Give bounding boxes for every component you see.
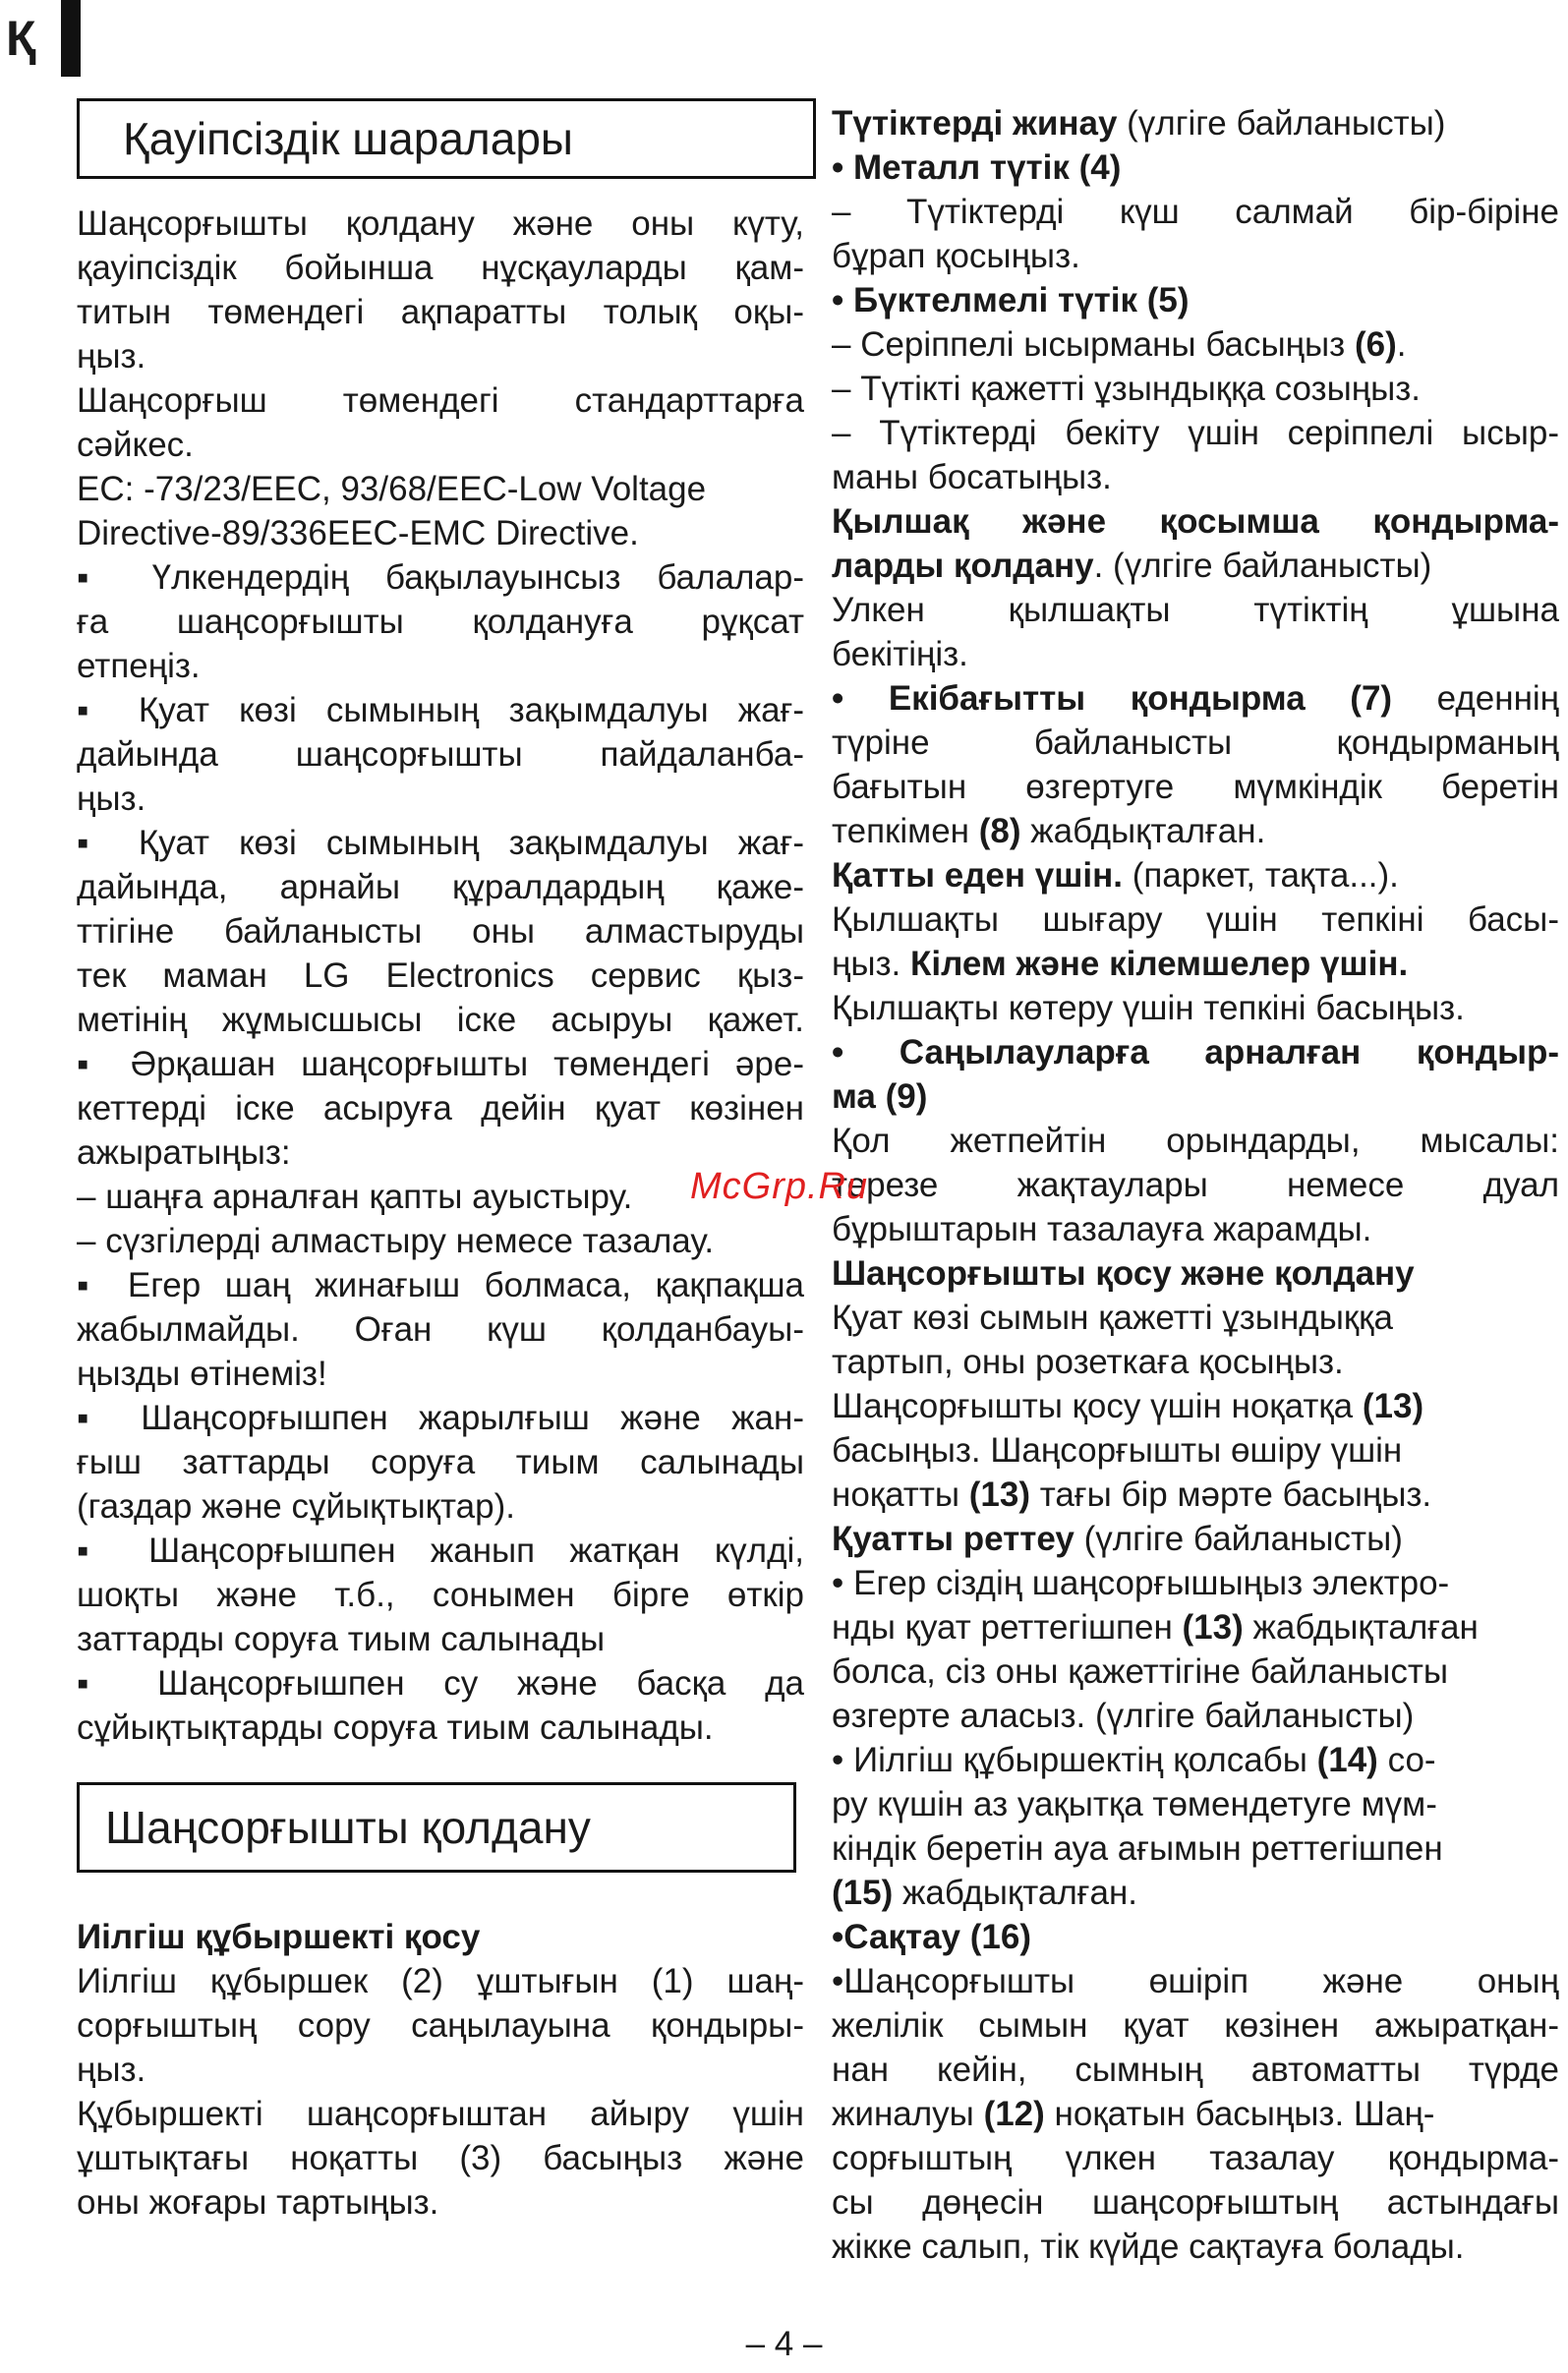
brush-heading-note: . (үлгіге байланысты) <box>1093 547 1432 585</box>
text-line: түріне байланысты қондырманың <box>832 723 1559 762</box>
item-ref: (6) <box>1354 325 1397 364</box>
text-span: . <box>1396 325 1407 364</box>
text-line: сы дөңесін шаңсорғыштың астындағы <box>832 2183 1559 2222</box>
text-line: бағытын өзгертуге мүмкіндік беретін <box>832 768 1559 806</box>
text-line: ▪ Шаңсорғышпен су және басқа да <box>77 1664 804 1703</box>
folding-tube-heading: • Бүктелмелі түтік (5) <box>832 281 1190 319</box>
text-line: дайында шаңсорғышты пайдаланба- <box>77 735 804 774</box>
text-line: тартып, оны розеткаға қосыңыз. <box>832 1343 1344 1381</box>
text-line: Қуат көзі сымын қажетті ұзындыққа <box>832 1299 1393 1337</box>
text-line: бекітіңіз. <box>832 635 968 673</box>
text-line: өзгерте аласыз. (үлгіге байланысты) <box>832 1697 1415 1735</box>
text-line: шоқты және т.б., сонымен бірге өткір <box>77 1576 804 1614</box>
hard-floor-heading: Қатты еден үшін. <box>832 856 1123 895</box>
text-line: болса, сіз оны қажеттігіне байланысты <box>832 1652 1449 1691</box>
text-line: сорғыштың сору саңылауына қондыры- <box>77 2006 804 2045</box>
text-span: жабдықталған. <box>1020 812 1266 850</box>
text-line: ▪ Шаңсорғышпен жанып жатқан күлді, <box>77 1532 804 1570</box>
text-line: EC: -73/23/EEC, 93/68/EEC-Low Voltage <box>77 470 707 508</box>
text-line: метінің жұмысшысы іске асыруы қажет. <box>77 1001 804 1039</box>
text-line: Directive-89/336EEC-EMC Directive. <box>77 514 639 552</box>
text-line: Қол жетпейтін орындарды, мысалы: <box>832 1122 1559 1160</box>
item-ref: (12) <box>983 2095 1045 2133</box>
text-span: жабдықталған. <box>893 1874 1138 1912</box>
text-span: ноқатын басыңыз. Шаң- <box>1044 2095 1435 2133</box>
text-line: дайында, арнайы құралдардың қаже- <box>77 868 804 906</box>
text-line: – сүзгілерді алмастыру немесе тазалау. <box>77 1222 715 1260</box>
text-line: жікке салып, тік күйде сақтауға болады. <box>832 2228 1465 2266</box>
tubes-heading-line <box>832 101 1559 145</box>
text-line: ▪ Егер шаң жинағыш болмаса, қақпақша <box>77 1266 804 1304</box>
text-line: – Түтіктерді күш салмай бір-біріне <box>832 193 1559 231</box>
text-line <box>832 1738 1559 1782</box>
text-line: желілік сымын қуат көзінен ажыратқан- <box>832 2006 1559 2045</box>
text-line: заттарды соруға тиым салынады <box>77 1620 606 1658</box>
text-line: сорғыштың үлкен тазалау қондырма- <box>832 2139 1559 2177</box>
text-line: •Шаңсорғышты өшіріп және оның <box>832 1962 1559 2000</box>
text-span: нды қуат реттегішпен <box>832 1608 1183 1647</box>
text-line: ғыш заттарды соруға тиым салынады <box>77 1443 804 1481</box>
safety-section-title: Қауіпсіздік шаралары <box>123 113 573 164</box>
text-line: жабылмайды. Оған күш қолданбауы- <box>77 1310 804 1349</box>
text-line: ңызды өтінеміз! <box>77 1355 327 1393</box>
text-line: тек маман LG Electronics сервис қыз- <box>77 956 804 995</box>
text-line: – шаңға арналған қапты ауыстыру. <box>77 1178 633 1216</box>
text-line: оны жоғары тартыңыз. <box>77 2183 439 2222</box>
text-span: жабдықталған <box>1243 1608 1479 1647</box>
text-line <box>832 676 1559 721</box>
text-line: Шаңсорғышты қолдану және оны күту, <box>77 204 804 243</box>
text-line: ▪ Әрқашан шаңсорғышты төмендегі әре- <box>77 1045 804 1083</box>
text-line: нан кейін, сымның автоматты түрде <box>832 2051 1559 2089</box>
text-line: бұрап қосыңыз. <box>832 237 1080 275</box>
brush-heading-line <box>832 544 1559 588</box>
text-line: ▪ Қуат көзі сымының зақымдалуы жағ- <box>77 824 804 862</box>
crevice-heading-end: ма (9) <box>832 1077 928 1116</box>
text-line: ▪ Қуат көзі сымының зақымдалуы жағ- <box>77 691 804 729</box>
text-line: қауіпсіздік бойынша нұсқауларды қам- <box>77 249 804 287</box>
item-ref: (13) <box>1182 1608 1244 1647</box>
item-ref: (13) <box>968 1476 1030 1514</box>
usage-section-title: Шаңсорғышты қолдану <box>105 1802 591 1853</box>
text-line <box>832 853 1559 897</box>
item-ref: (15) <box>832 1874 894 1912</box>
text-line <box>832 2092 1559 2136</box>
text-line: ұштықтағы ноқатты (3) басыңыз және <box>77 2139 804 2177</box>
text-line: ▪ Үлкендердің бақылауынсыз балалар- <box>77 558 804 597</box>
text-span: – Серіппелі ысырманы басыңыз <box>832 325 1355 364</box>
text-line: сұйықтықтарды соруға тиым салынады. <box>77 1708 714 1747</box>
text-span: тепкімен <box>832 812 979 850</box>
tubes-heading-note: (үлгіге байланысты) <box>1117 104 1446 143</box>
text-line: Қылшақты көтеру үшін тепкіні басыңыз. <box>832 989 1465 1027</box>
text-line: ажыратыңыз: <box>77 1133 291 1172</box>
dual-nozzle-heading: • Екібағытты қондырма (7) <box>832 679 1393 718</box>
power-heading-note: (үлгіге байланысты) <box>1074 1520 1403 1558</box>
text-line: (газдар және сұйықтықтар). <box>77 1487 515 1526</box>
text-line: маны босатыңыз. <box>832 458 1112 496</box>
watermark: McGrp.Ru <box>690 1166 869 1207</box>
usage-section-title-box <box>77 1782 796 1873</box>
text-line: ңыз. <box>77 780 146 818</box>
text-line: кіндік беретін ауа ағымын реттегішпен <box>832 1829 1443 1868</box>
text-line: Иілгіш құбыршек (2) ұштығын (1) шаң- <box>77 1962 804 2000</box>
tubes-heading: Түтіктерді жинау <box>832 104 1118 143</box>
text-line <box>832 809 1559 853</box>
text-span: еденнің <box>1392 679 1559 718</box>
text-line: Шаңсорғыш төмендегі стандарттарға <box>77 381 804 420</box>
language-marker: Қ <box>6 11 36 66</box>
text-line: етпеңіз. <box>77 647 201 685</box>
text-span: ңыз. <box>832 945 910 983</box>
text-line <box>832 1871 1559 1915</box>
item-ref: (8) <box>978 812 1021 850</box>
connect-heading: Шаңсорғышты қосу және қолдану <box>832 1254 1415 1293</box>
text-line: басыңыз. Шаңсорғышты өшіру үшін <box>832 1431 1403 1470</box>
text-line: ға шаңсорғышты қолдануға рұқсат <box>77 603 804 641</box>
crevice-heading: • Саңылауларға арналған қондыр- <box>832 1033 1559 1071</box>
text-span: (паркет, тақта...). <box>1122 856 1399 895</box>
text-line: ңыз. <box>77 2051 146 2089</box>
text-line: кеттерді іске асыруға дейін қуат көзінен <box>77 1089 804 1128</box>
text-span: Шаңсорғышты қосу үшін ноқатқа <box>832 1387 1363 1425</box>
text-line <box>832 1384 1559 1428</box>
item-ref: (13) <box>1362 1387 1424 1425</box>
text-span: • Иілгіш құбыршектің қолсабы <box>832 1741 1317 1779</box>
text-span: тағы бір мәрте басыңыз. <box>1030 1476 1432 1514</box>
text-line <box>832 942 1559 986</box>
item-ref: (14) <box>1316 1741 1378 1779</box>
text-line <box>832 1605 1559 1650</box>
text-line <box>832 1473 1559 1517</box>
text-span: жиналуы <box>832 2095 984 2133</box>
text-line <box>832 322 1559 367</box>
text-line: ру күшін аз уақытқа төмендетуге мүм- <box>832 1785 1437 1823</box>
text-line: Қылшақты шығару үшін тепкіні басы- <box>832 900 1559 939</box>
text-line: ттігіне байланысты оны алмастыруды <box>77 912 804 951</box>
text-line: • Егер сіздің шаңсорғышыңыз электро- <box>832 1564 1450 1602</box>
text-span: со- <box>1377 1741 1436 1779</box>
text-line: – Түтіктерді бекіту үшін серіппелі ысыр- <box>832 414 1559 452</box>
text-line: бұрыштарын тазалауға жарамды. <box>832 1210 1372 1248</box>
text-line: Құбыршекті шаңсорғыштан айыру үшін <box>77 2095 804 2133</box>
storage-heading: •Сақтау (16) <box>832 1918 1031 1956</box>
carpet-heading: Кілем және кілемшелер үшін. <box>909 945 1409 983</box>
text-line: Улкен қылшақты түтіктің ұшына <box>832 591 1559 629</box>
text-span: ноқатты <box>832 1476 969 1514</box>
text-line: титын төмендегі ақпаратты толық оқы- <box>77 293 804 331</box>
power-heading: Қуатты реттеу <box>832 1520 1074 1558</box>
safety-section-title-box <box>77 98 816 179</box>
metal-tube-heading: • Металл түтік (4) <box>832 148 1122 187</box>
brush-heading: Қылшақ және қосымша қондырма- <box>832 502 1559 541</box>
language-tab-bar <box>61 0 81 77</box>
text-line: ▪ Шаңсорғышпен жарылғыш және жан- <box>77 1399 804 1437</box>
text-line: терезе жақтаулары немесе дуал <box>832 1166 1559 1204</box>
hose-heading: Иілгіш құбыршекті қосу <box>77 1918 481 1956</box>
power-heading-line <box>832 1517 1559 1561</box>
brush-heading-end: ларды қолдану <box>832 547 1094 585</box>
text-line: ңыз. <box>77 337 146 376</box>
text-line: – Түтікті қажетті ұзындыққа созыңыз. <box>832 370 1422 408</box>
page-number: – 4 – <box>745 2325 823 2363</box>
text-line: сәйкес. <box>77 426 194 464</box>
